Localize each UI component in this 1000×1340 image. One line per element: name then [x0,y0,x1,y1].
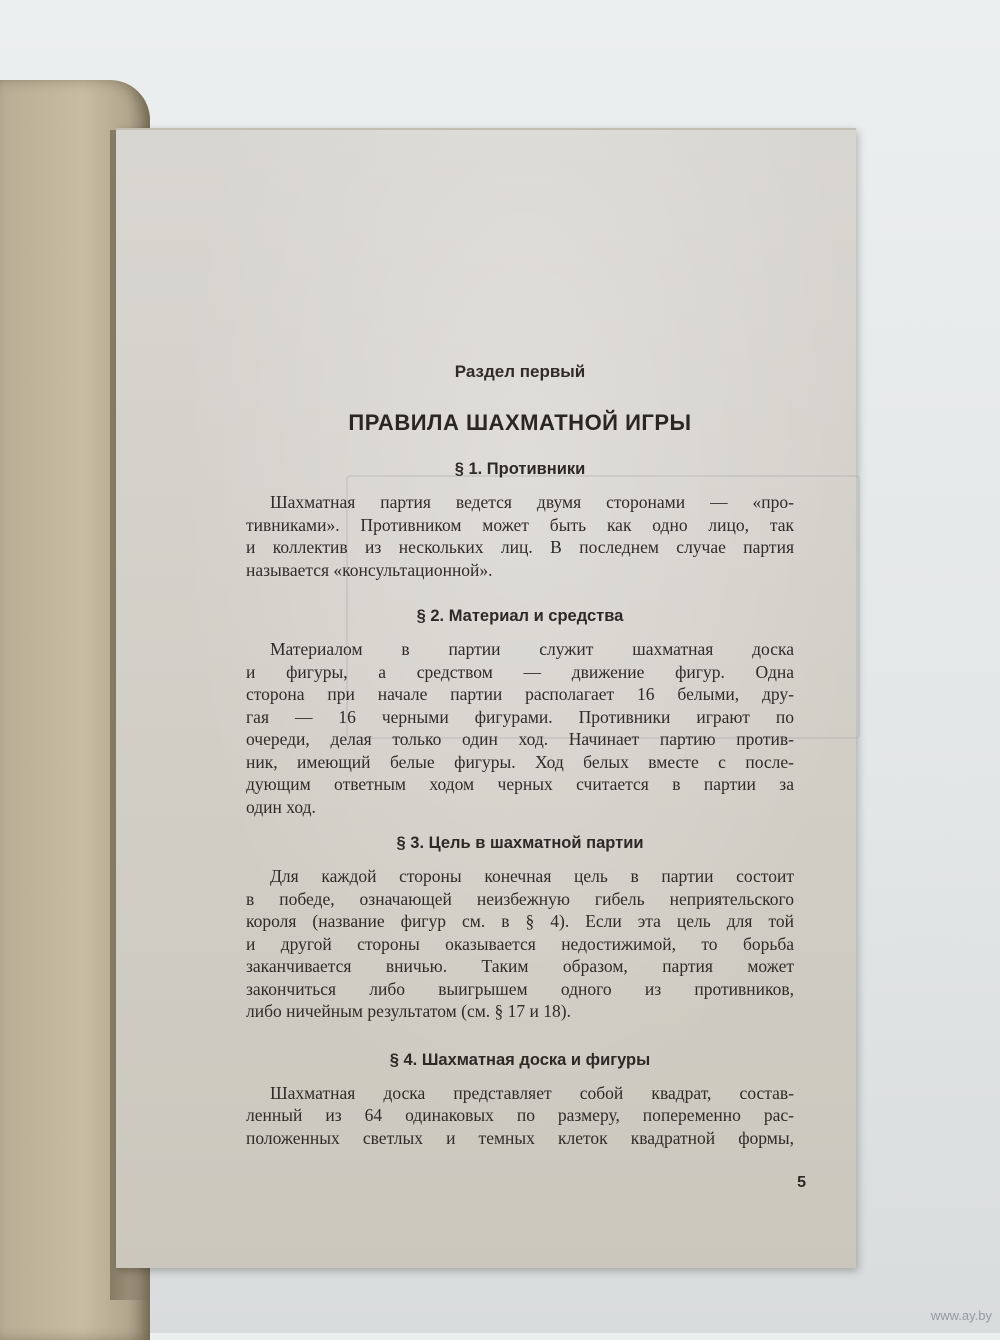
text-line: ник, имеющий белые фигуры. Ход белых вместе с после- [246,751,794,772]
text-line: один ход. [246,796,316,817]
watermark: www.ay.by [930,1308,992,1323]
text-line: и фигуры, а средством — движение фигур. Одна [246,661,794,682]
text-line: закончиться либо выигрышем одного из противников, [246,978,794,999]
text-line: заканчивается вничью. Таким образом, партия может [246,956,794,976]
text-line: ленный из 64 одинаковых по размеру, попеременно рас- [246,1105,794,1125]
text-line: положенных светлых и темных клеток квадратной формы, [246,1127,794,1148]
section-2-paragraph [246,638,794,818]
text-line: Для каждой стороны конечная цель в партии состоит [270,866,794,886]
text-line: сторона при начале партии располагает 16 белыми, дру- [246,684,794,704]
section-4-paragraph [246,1082,794,1150]
text-line: Материалом в партии служит шахматная доска [270,639,794,659]
section-3-heading: § 3. Цель в шахматной партии [396,834,644,852]
main-title: ПРАВИЛА ШАХМАТНОЙ ИГРЫ [348,410,692,435]
book-page [116,128,856,1268]
text-line: и коллектив из нескольких лиц. В последнем случае партия [246,537,794,557]
section-1-paragraph [246,491,794,581]
text-line: дующим ответным ходом черных считается в партии за [246,774,794,794]
text-line: очереди, делая только один ход. Начинает партию против- [246,729,794,749]
page-content [246,362,794,1149]
section-label: Раздел первый [454,362,586,381]
page-number: 5 [797,1174,806,1191]
text-line: Шахматная доска представляет собой квадрат, состав- [270,1082,794,1103]
section-4-heading: § 4. Шахматная доска и фигуры [389,1050,651,1069]
text-line: тивниками». Противником может быть как одно лицо, так [246,514,794,535]
text-line: либо ничейным результатом (см. § 17 и 18). [246,1001,571,1021]
section-1-heading: § 1. Противники [454,460,586,478]
text-line: короля (название фигур см. в § 4). Если эта цель для той [246,911,794,931]
text-line: гая — 16 черными фигурами. Противники играют по [246,706,794,727]
section-2-heading: § 2. Материал и средства [416,607,624,625]
text-line: называется «консультационной». [246,559,493,580]
text-line: в победе, означающей неизбежную гибель неприятельского [246,888,794,909]
text-line: Шахматная партия ведется двумя сторонами — «про- [270,492,794,512]
section-3-paragraph [246,865,794,1023]
text-line: и другой стороны оказывается недостижимой, то борьба [246,933,794,954]
